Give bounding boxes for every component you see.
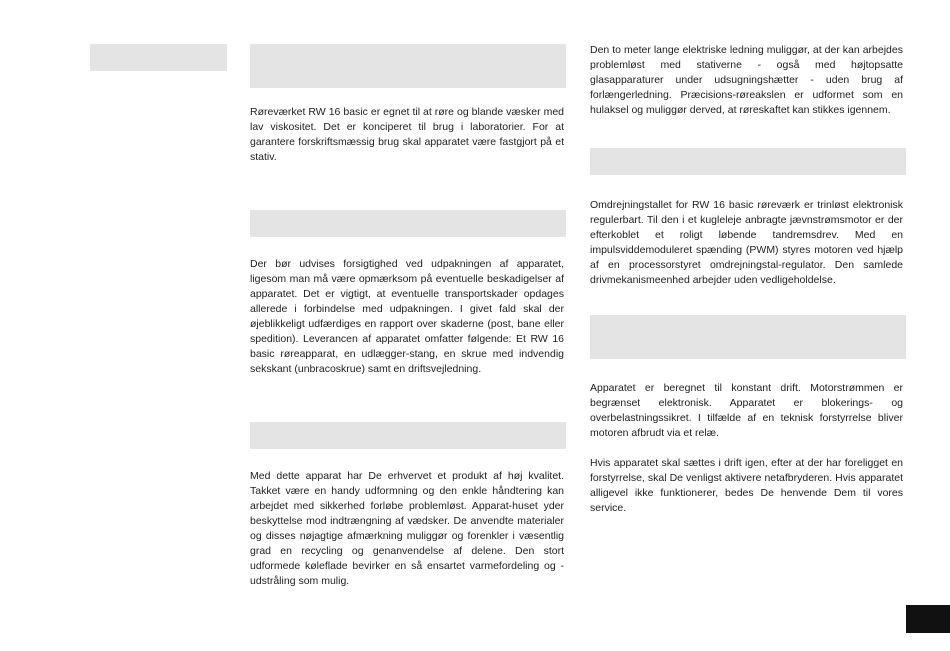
heading-bar-operation bbox=[590, 315, 906, 359]
heading-bar-intended-use bbox=[250, 44, 566, 88]
heading-bar-quality bbox=[250, 422, 566, 449]
heading-bar-speed bbox=[590, 148, 906, 175]
paragraph-unpacking: Der bør udvises forsigtighed ved udpakningen af apparatet, ligesom man må være opmærksom på eventuelle beskadigelser af apparatet. Det er vigtigt, at eventuelle transportskader opdages allerede i forbindelse med udpakningen. I givet fald skal der øjeblikkeligt udfærdiges en rapport over skaderne (post, bane eller spedition). Leverancen af apparatet omfatter følgende: Et RW 16 basic røreapparat, en udlægger-stang, en skrue med indvendig sekskant (unbracoskrue) samt en driftsvejledning. bbox=[250, 258, 564, 375]
paragraph-speed: Omdrejningstallet for RW 16 basic røreværk er trinløst elektronisk regulerbart. Til den i et kugleleje anbragte jævnstrømsmotor er der efterkoblet et roligt løbende tandremsdrev. Med en impulsviddemoduleret spænding (PWM) styres motoren ved hjælp af en processorstyret omdrejningstal-regulator. Den samlede drivmekanismeenhed arbejder uden vedligeholdelse. bbox=[590, 199, 903, 286]
paragraph-quality: Med dette apparat har De erhvervet et produkt af høj kvalitet. Takket være en handy udformning og den enkle håndtering kan arbejdet med sikkerhed forløbe problemløst. Apparat-huset yder beskyttelse mod indtrængning af vædsker. De anvendte materialer og disses nøjagtige afmærkning muliggør og forenkler i væsentlig grad en recycling og genanvendelse af delene. Den stort udformede køleflade bevirker en så ensartet varmefordeling og -udstråling som mulig. bbox=[250, 470, 564, 587]
paragraph-restart: Hvis apparatet skal sættes i drift igen, efter at der har foreligget en forstyrrelse, skal De venligst aktivere netafbryderen. Hvis apparatet alligevel ikke funktionerer, bedes De henvende Dem til vores service. bbox=[590, 457, 903, 514]
paragraph-intended-use: Røreværket RW 16 basic er egnet til at røre og blande væsker med lav viskositet. Det er konciperet til brug i laboratorier. For at garantere forskriftsmæssig brug skal apparatet være fastgjort på et stativ. bbox=[250, 106, 564, 163]
heading-bar-unpacking bbox=[250, 210, 566, 237]
margin-heading-bar bbox=[90, 44, 227, 71]
paragraph-cable: Den to meter lange elektriske ledning muliggør, at der kan arbejdes problemløst med stativerne - også med højtopsatte glasapparaturer under udsugningshætter - uden brug af forlængerledning. Præcisions-røreakslen er udformet som en hulaksel og muliggør derved, at røreskaftet kan stikkes igennem. bbox=[590, 44, 903, 116]
paragraph-operation: Apparatet er beregnet til konstant drift. Motorstrømmen er begrænset elektronisk. Apparatet er blokerings- og overbelastningssikret. I tilfælde af en teknisk forstyrrelse bliver motoren afbrudt via et relæ. bbox=[590, 382, 903, 439]
page-number-tab bbox=[906, 605, 950, 633]
